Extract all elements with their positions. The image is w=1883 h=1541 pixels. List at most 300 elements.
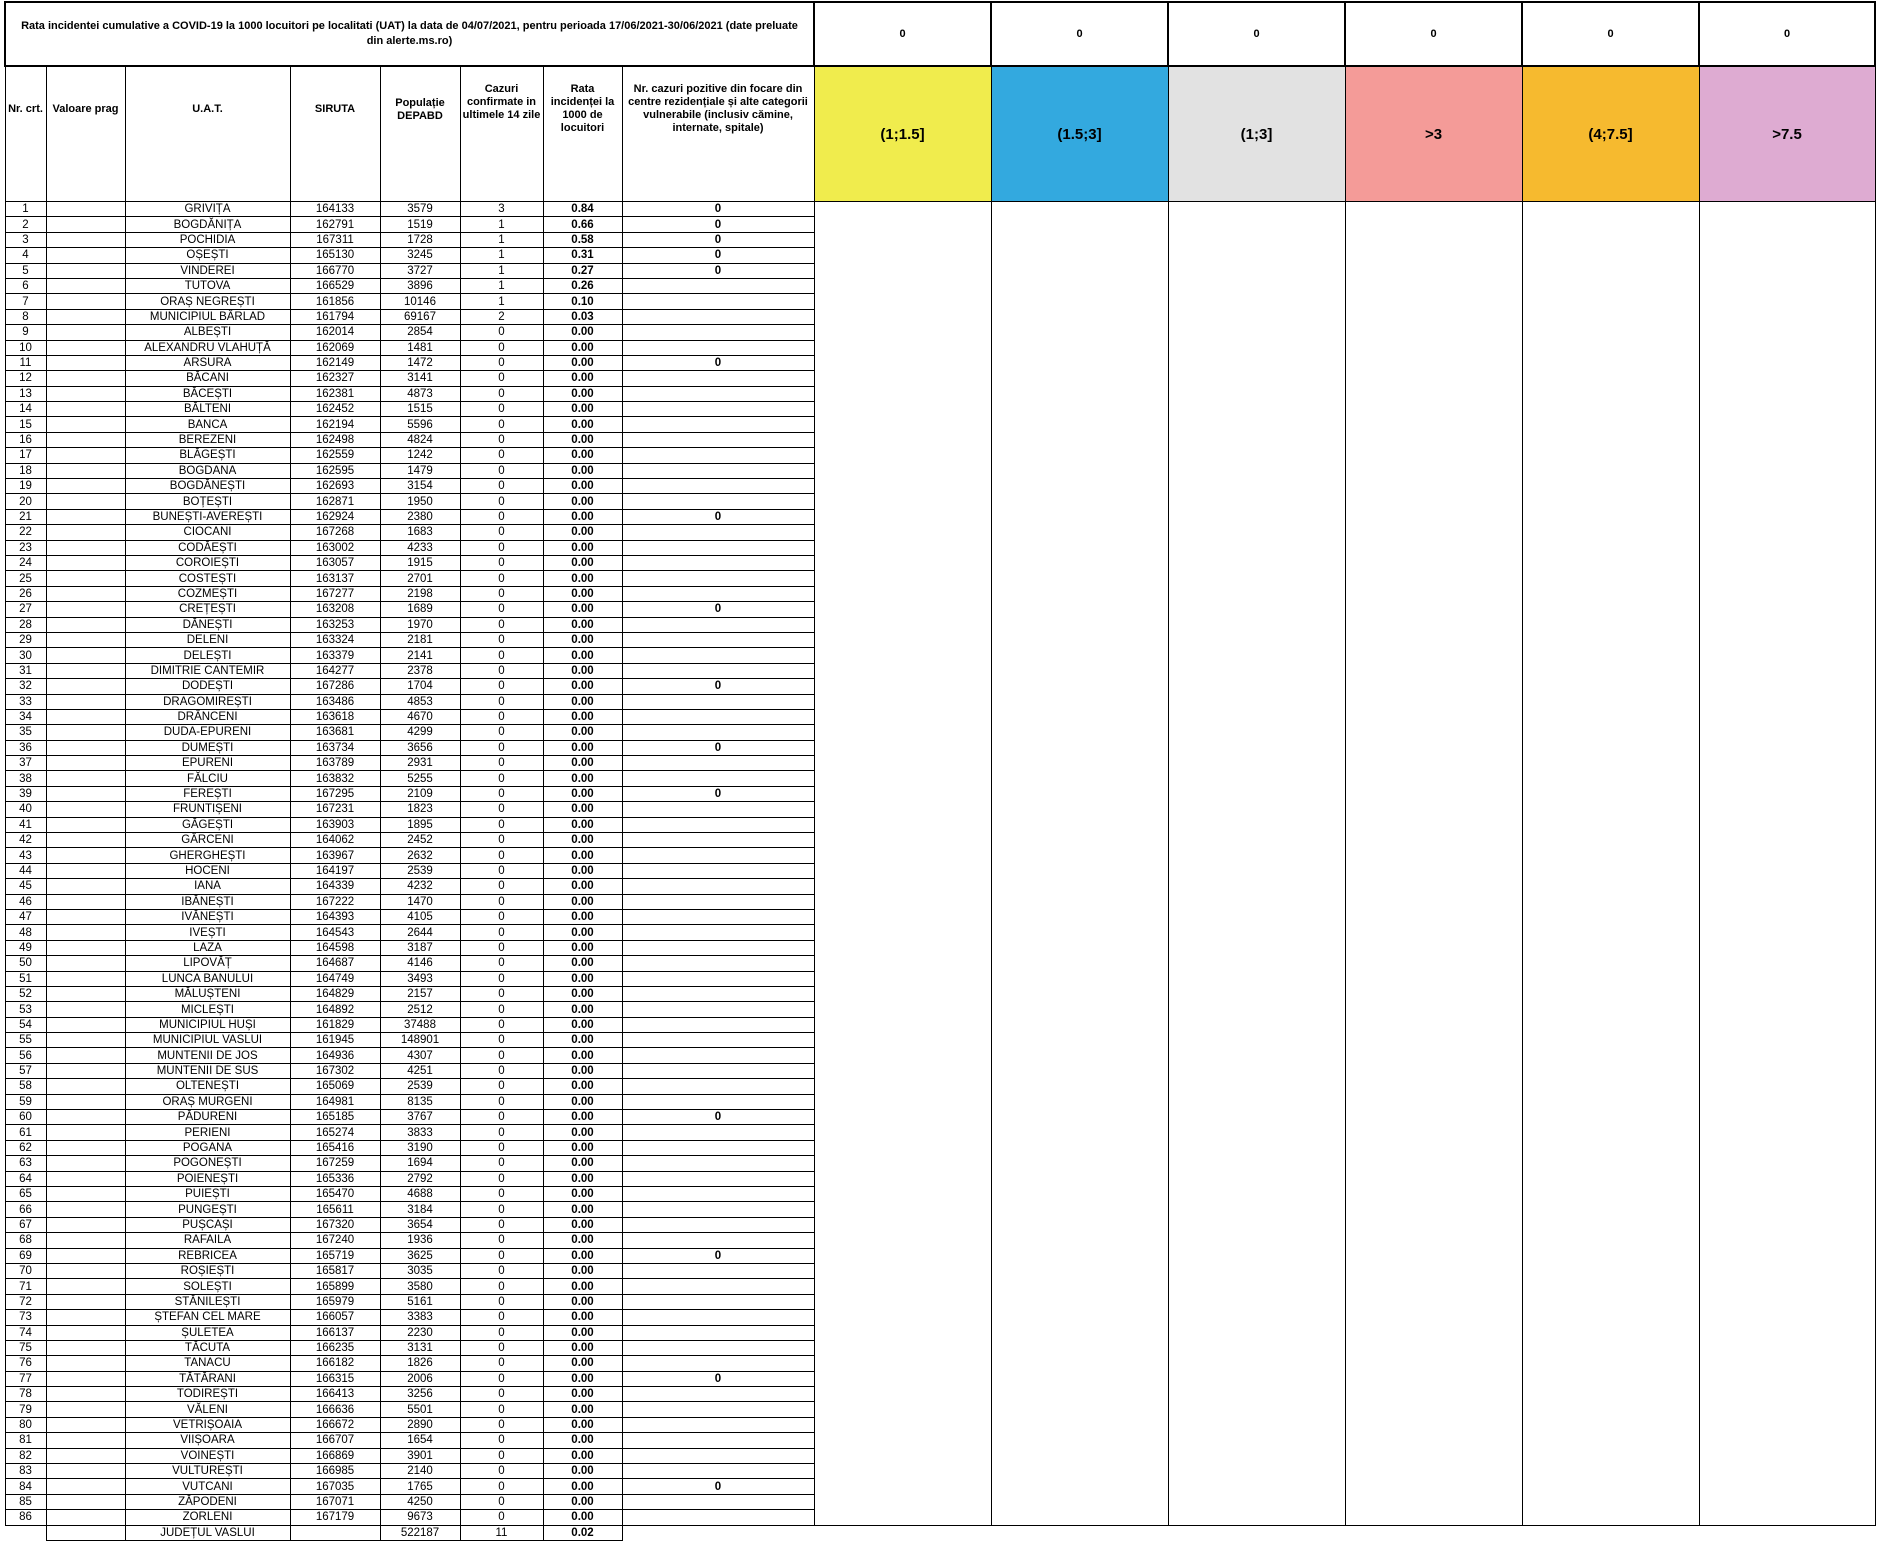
- siruta-code: 164133: [290, 202, 380, 217]
- population-value: 4824: [380, 432, 460, 447]
- legend-count: 0: [1168, 2, 1345, 66]
- row-number: 65: [5, 1187, 46, 1202]
- threshold-cell: [46, 1171, 125, 1186]
- outbreak-cases: [622, 925, 814, 940]
- uat-name: PUȘCAȘI: [125, 1217, 290, 1232]
- incidence-rate: 0.00: [543, 863, 622, 878]
- outbreak-cases: 0: [622, 786, 814, 801]
- threshold-cell: [46, 1125, 125, 1140]
- cases-value: 0: [460, 1217, 543, 1232]
- incidence-rate: 0.00: [543, 894, 622, 909]
- population-value: 4307: [380, 1048, 460, 1063]
- row-number: 76: [5, 1356, 46, 1371]
- outbreak-cases: [622, 940, 814, 955]
- threshold-cell: [46, 709, 125, 724]
- uat-name: CODĂEȘTI: [125, 540, 290, 555]
- cases-value: 0: [460, 1233, 543, 1248]
- siruta-code: 162069: [290, 340, 380, 355]
- row-number: 45: [5, 879, 46, 894]
- siruta-code: 165274: [290, 1125, 380, 1140]
- row-number: 22: [5, 525, 46, 540]
- cases-value: 0: [460, 956, 543, 971]
- outbreak-cases: [622, 1063, 814, 1078]
- cases-value: 0: [460, 1063, 543, 1078]
- population-value: 3493: [380, 971, 460, 986]
- population-value: 2198: [380, 586, 460, 601]
- siruta-code: 161856: [290, 294, 380, 309]
- uat-name: BLĂGEȘTI: [125, 448, 290, 463]
- row-number: 51: [5, 971, 46, 986]
- population-value: 3901: [380, 1448, 460, 1463]
- row-number: 4: [5, 248, 46, 263]
- row-number: 44: [5, 863, 46, 878]
- incidence-rate: 0.00: [543, 1094, 622, 1109]
- siruta-code: 167179: [290, 1510, 380, 1525]
- total-row: [5, 1525, 1875, 1540]
- population-value: 1970: [380, 617, 460, 632]
- population-value: 1728: [380, 232, 460, 247]
- incidence-spreadsheet: [4, 1, 1876, 1541]
- cases-value: 0: [460, 1079, 543, 1094]
- siruta-code: 166529: [290, 278, 380, 293]
- siruta-code: 167311: [290, 232, 380, 247]
- siruta-code: 166315: [290, 1371, 380, 1386]
- row-number: 68: [5, 1233, 46, 1248]
- cases-value: 0: [460, 1310, 543, 1325]
- uat-name: VĂLENI: [125, 1402, 290, 1417]
- outbreak-cases: [622, 1387, 814, 1402]
- row-number: 25: [5, 571, 46, 586]
- incidence-rate: 0.00: [543, 1171, 622, 1186]
- siruta-code: 164892: [290, 1002, 380, 1017]
- outbreak-cases: [622, 663, 814, 678]
- population-value: 2006: [380, 1371, 460, 1386]
- siruta-code: 163379: [290, 648, 380, 663]
- column-header-siruta: SIRUTA: [290, 66, 380, 202]
- siruta-code: 167302: [290, 1063, 380, 1078]
- population-value: 4299: [380, 725, 460, 740]
- population-value: 1242: [380, 448, 460, 463]
- cases-value: 0: [460, 509, 543, 524]
- outbreak-cases: [622, 648, 814, 663]
- outbreak-cases: [622, 448, 814, 463]
- cases-value: 0: [460, 448, 543, 463]
- uat-name: COZMEȘTI: [125, 586, 290, 601]
- siruta-code: 165979: [290, 1294, 380, 1309]
- siruta-code: 162924: [290, 509, 380, 524]
- outbreak-cases: [622, 1202, 814, 1217]
- uat-name: BOGDĂNEȘTI: [125, 479, 290, 494]
- outbreak-cases: 0: [622, 1110, 814, 1125]
- siruta-code: 163208: [290, 602, 380, 617]
- population-value: 3833: [380, 1125, 460, 1140]
- outbreak-cases: [622, 802, 814, 817]
- population-value: 2890: [380, 1417, 460, 1432]
- outbreak-cases: [622, 1310, 814, 1325]
- row-number: 2: [5, 217, 46, 232]
- cases-value: 0: [460, 1279, 543, 1294]
- incidence-rate: 0.00: [543, 1340, 622, 1355]
- row-number: 3: [5, 232, 46, 247]
- outbreak-cases: [622, 1263, 814, 1278]
- cases-value: 0: [460, 1371, 543, 1386]
- outbreak-cases: [622, 1048, 814, 1063]
- column-header-focare: Nr. cazuri pozitive din focare din centre rezidențiale și alte categorii vulnerabile (inclusiv cămine, internate, spitale): [622, 66, 814, 202]
- population-value: 2539: [380, 863, 460, 878]
- row-number: 28: [5, 617, 46, 632]
- row-number: 6: [5, 278, 46, 293]
- legend-cell: (4;7.5]: [1522, 66, 1699, 202]
- siruta-code: 167259: [290, 1156, 380, 1171]
- cases-value: 0: [460, 1356, 543, 1371]
- total-incidence-rate: 0.02: [543, 1525, 622, 1540]
- incidence-rate: 0.00: [543, 1140, 622, 1155]
- incidence-rate: 0.00: [543, 355, 622, 370]
- incidence-rate: 0.66: [543, 217, 622, 232]
- uat-name: VOINEȘTI: [125, 1448, 290, 1463]
- uat-name: ARSURA: [125, 355, 290, 370]
- population-value: 9673: [380, 1510, 460, 1525]
- outbreak-cases: [622, 1233, 814, 1248]
- uat-name: BUNEȘTI-AVEREȘTI: [125, 509, 290, 524]
- row-number: 79: [5, 1402, 46, 1417]
- uat-name: MUNTENII DE SUS: [125, 1063, 290, 1078]
- uat-name: POGONEȘTI: [125, 1156, 290, 1171]
- incidence-rate: 0.00: [543, 1402, 622, 1417]
- incidence-rate: 0.00: [543, 340, 622, 355]
- population-value: 4250: [380, 1494, 460, 1509]
- population-value: 2157: [380, 986, 460, 1001]
- cases-value: 0: [460, 909, 543, 924]
- row-number: 47: [5, 909, 46, 924]
- column-header-populatie: Populație DEPABD: [380, 66, 460, 202]
- row-number: 33: [5, 694, 46, 709]
- uat-name: CREȚEȘTI: [125, 602, 290, 617]
- outbreak-cases: [622, 463, 814, 478]
- incidence-rate: 0.00: [543, 1433, 622, 1448]
- row-number: 27: [5, 602, 46, 617]
- row-number: 58: [5, 1079, 46, 1094]
- cases-value: 1: [460, 278, 543, 293]
- population-value: 2539: [380, 1079, 460, 1094]
- row-number: 73: [5, 1310, 46, 1325]
- legend-empty-column: [814, 202, 991, 1526]
- population-value: 148901: [380, 1033, 460, 1048]
- outbreak-cases: [622, 1079, 814, 1094]
- cases-value: 0: [460, 740, 543, 755]
- uat-name: BOGDĂNIȚA: [125, 217, 290, 232]
- row-number: 1: [5, 202, 46, 217]
- row-number: 72: [5, 1294, 46, 1309]
- siruta-code: 164749: [290, 971, 380, 986]
- incidence-rate: 0.00: [543, 509, 622, 524]
- outbreak-cases: [622, 1356, 814, 1371]
- incidence-rate: 0.00: [543, 648, 622, 663]
- column-header-prag: Valoare prag: [46, 66, 125, 202]
- uat-name: GÂRCENI: [125, 833, 290, 848]
- row-number: 19: [5, 479, 46, 494]
- uat-name: TĂCUTA: [125, 1340, 290, 1355]
- uat-name: DELENI: [125, 632, 290, 647]
- threshold-cell: [46, 925, 125, 940]
- outbreak-cases: [622, 709, 814, 724]
- cases-value: 1: [460, 232, 543, 247]
- outbreak-cases: [622, 986, 814, 1001]
- uat-name: MĂLUȘTENI: [125, 986, 290, 1001]
- threshold-cell: [46, 202, 125, 217]
- outbreak-cases: 0: [622, 602, 814, 617]
- outbreak-cases: [622, 309, 814, 324]
- population-value: 3190: [380, 1140, 460, 1155]
- uat-name: ZĂPODENI: [125, 1494, 290, 1509]
- threshold-cell: [46, 1140, 125, 1155]
- threshold-cell: [46, 802, 125, 817]
- incidence-rate: 0.00: [543, 448, 622, 463]
- population-value: 3656: [380, 740, 460, 755]
- cases-value: 0: [460, 479, 543, 494]
- outbreak-cases: [622, 1187, 814, 1202]
- threshold-cell: [46, 309, 125, 324]
- siruta-code: 166770: [290, 263, 380, 278]
- legend-count: 0: [814, 2, 991, 66]
- uat-name: POIENEȘTI: [125, 1171, 290, 1186]
- uat-name: MUNICIPIUL BÂRLAD: [125, 309, 290, 324]
- cases-value: 0: [460, 402, 543, 417]
- threshold-cell: [46, 1340, 125, 1355]
- population-value: 2181: [380, 632, 460, 647]
- incidence-rate: 0.00: [543, 325, 622, 340]
- population-value: 2701: [380, 571, 460, 586]
- population-value: 1950: [380, 494, 460, 509]
- legend-cell: (1;1.5]: [814, 66, 991, 202]
- uat-name: MUNICIPIUL VASLUI: [125, 1033, 290, 1048]
- cases-value: 0: [460, 555, 543, 570]
- total-spacer: [5, 1525, 46, 1540]
- threshold-cell: [46, 1033, 125, 1048]
- threshold-cell: [46, 894, 125, 909]
- threshold-cell: [46, 771, 125, 786]
- cases-value: 0: [460, 802, 543, 817]
- threshold-cell: [46, 863, 125, 878]
- column-header-cazuri: Cazuri confirmate in ultimele 14 zile: [460, 66, 543, 202]
- cases-value: 0: [460, 679, 543, 694]
- outbreak-cases: [622, 1325, 814, 1340]
- incidence-rate: 0.00: [543, 909, 622, 924]
- threshold-cell: [46, 371, 125, 386]
- row-number: 63: [5, 1156, 46, 1171]
- threshold-cell: [46, 1433, 125, 1448]
- incidence-rate: 0.00: [543, 663, 622, 678]
- cases-value: 0: [460, 1510, 543, 1525]
- cases-value: 0: [460, 1094, 543, 1109]
- siruta-code: 165817: [290, 1263, 380, 1278]
- uat-name: PUIEȘTI: [125, 1187, 290, 1202]
- incidence-rate: 0.00: [543, 617, 622, 632]
- cases-value: 0: [460, 525, 543, 540]
- outbreak-cases: [622, 1417, 814, 1432]
- outbreak-cases: [622, 294, 814, 309]
- cases-value: 0: [460, 1202, 543, 1217]
- population-value: 4873: [380, 386, 460, 401]
- incidence-rate: 0.00: [543, 740, 622, 755]
- legend-count: 0: [1699, 2, 1875, 66]
- cases-value: 0: [460, 709, 543, 724]
- threshold-cell: [46, 217, 125, 232]
- outbreak-cases: 0: [622, 1479, 814, 1494]
- row-number: 38: [5, 771, 46, 786]
- cases-value: 1: [460, 263, 543, 278]
- incidence-rate: 0.00: [543, 879, 622, 894]
- threshold-cell: [46, 756, 125, 771]
- siruta-code: 165130: [290, 248, 380, 263]
- threshold-cell: [46, 1387, 125, 1402]
- incidence-rate: 0.00: [543, 725, 622, 740]
- uat-name: ALBEȘTI: [125, 325, 290, 340]
- incidence-rate: 0.00: [543, 1048, 622, 1063]
- population-value: 1704: [380, 679, 460, 694]
- outbreak-cases: 0: [622, 263, 814, 278]
- outbreak-cases: [622, 1033, 814, 1048]
- cases-value: 0: [460, 540, 543, 555]
- threshold-cell: [46, 232, 125, 247]
- siruta-code: 167295: [290, 786, 380, 801]
- incidence-rate: 0.00: [543, 956, 622, 971]
- cases-value: 0: [460, 1263, 543, 1278]
- row-number: 15: [5, 417, 46, 432]
- incidence-rate: 0.00: [543, 940, 622, 955]
- threshold-cell: [46, 848, 125, 863]
- uat-name: DRÂNCENI: [125, 709, 290, 724]
- outbreak-cases: [622, 1017, 814, 1032]
- uat-name: MICLEȘTI: [125, 1002, 290, 1017]
- incidence-rate: 0.00: [543, 479, 622, 494]
- threshold-cell: [46, 602, 125, 617]
- uat-name: ALEXANDRU VLAHUȚĂ: [125, 340, 290, 355]
- row-number: 12: [5, 371, 46, 386]
- incidence-rate: 0.00: [543, 1063, 622, 1078]
- siruta-code: 162149: [290, 355, 380, 370]
- siruta-code: 165416: [290, 1140, 380, 1155]
- population-value: 5596: [380, 417, 460, 432]
- incidence-rate: 0.03: [543, 309, 622, 324]
- legend-empty-column: [1699, 202, 1875, 1526]
- population-value: 3154: [380, 479, 460, 494]
- cases-value: 0: [460, 1017, 543, 1032]
- row-number: 11: [5, 355, 46, 370]
- row-number: 20: [5, 494, 46, 509]
- incidence-table: [4, 1, 1876, 1541]
- uat-name: DĂNEȘTI: [125, 617, 290, 632]
- outbreak-cases: [622, 894, 814, 909]
- cases-value: 0: [460, 602, 543, 617]
- outbreak-cases: [622, 340, 814, 355]
- siruta-code: 164277: [290, 663, 380, 678]
- cases-value: 0: [460, 386, 543, 401]
- row-number: 49: [5, 940, 46, 955]
- threshold-cell: [46, 509, 125, 524]
- siruta-code: 163618: [290, 709, 380, 724]
- population-value: 2380: [380, 509, 460, 524]
- threshold-cell: [46, 833, 125, 848]
- siruta-code: 163137: [290, 571, 380, 586]
- uat-name: ȘULETEA: [125, 1325, 290, 1340]
- cases-value: 1: [460, 294, 543, 309]
- uat-name: BANCA: [125, 417, 290, 432]
- outbreak-cases: [622, 402, 814, 417]
- cases-value: 0: [460, 894, 543, 909]
- threshold-cell: [46, 1187, 125, 1202]
- population-value: 1472: [380, 355, 460, 370]
- incidence-rate: 0.00: [543, 1263, 622, 1278]
- cases-value: 0: [460, 1340, 543, 1355]
- population-value: 4146: [380, 956, 460, 971]
- siruta-code: 165336: [290, 1171, 380, 1186]
- incidence-rate: 0.84: [543, 202, 622, 217]
- uat-name: BOGDANA: [125, 463, 290, 478]
- outbreak-cases: [622, 555, 814, 570]
- row-number: 56: [5, 1048, 46, 1063]
- outbreak-cases: [622, 971, 814, 986]
- population-value: 8135: [380, 1094, 460, 1109]
- uat-name: OLTENEȘTI: [125, 1079, 290, 1094]
- outbreak-cases: [622, 1094, 814, 1109]
- row-number: 55: [5, 1033, 46, 1048]
- outbreak-cases: 0: [622, 509, 814, 524]
- row-number: 67: [5, 1217, 46, 1232]
- outbreak-cases: 0: [622, 217, 814, 232]
- incidence-rate: 0.00: [543, 756, 622, 771]
- outbreak-cases: 0: [622, 1248, 814, 1263]
- cases-value: 0: [460, 1417, 543, 1432]
- row-number: 41: [5, 817, 46, 832]
- siruta-code: 161829: [290, 1017, 380, 1032]
- outbreak-cases: 0: [622, 202, 814, 217]
- legend-empty-column: [1345, 202, 1522, 1526]
- cases-value: 0: [460, 325, 543, 340]
- siruta-code: 167320: [290, 1217, 380, 1232]
- row-number: 83: [5, 1464, 46, 1479]
- cases-value: 0: [460, 1110, 543, 1125]
- incidence-rate: 0.00: [543, 417, 622, 432]
- incidence-rate: 0.00: [543, 1494, 622, 1509]
- row-number: 81: [5, 1433, 46, 1448]
- incidence-rate: 0.00: [543, 1294, 622, 1309]
- population-value: 2378: [380, 663, 460, 678]
- threshold-cell: [46, 663, 125, 678]
- population-value: 3579: [380, 202, 460, 217]
- row-number: 66: [5, 1202, 46, 1217]
- incidence-rate: 0.00: [543, 1002, 622, 1017]
- cases-value: 0: [460, 1294, 543, 1309]
- threshold-cell: [46, 1479, 125, 1494]
- outbreak-cases: [622, 617, 814, 632]
- threshold-cell: [46, 1017, 125, 1032]
- cases-value: 0: [460, 756, 543, 771]
- threshold-cell: [46, 971, 125, 986]
- incidence-rate: 0.00: [543, 925, 622, 940]
- row-number: 52: [5, 986, 46, 1001]
- population-value: 3256: [380, 1387, 460, 1402]
- population-value: 2931: [380, 756, 460, 771]
- siruta-code: 166235: [290, 1340, 380, 1355]
- legend-cell: >7.5: [1699, 66, 1875, 202]
- incidence-rate: 0.00: [543, 1356, 622, 1371]
- siruta-code: 166636: [290, 1402, 380, 1417]
- population-value: 2109: [380, 786, 460, 801]
- threshold-cell: [46, 1156, 125, 1171]
- population-value: 5161: [380, 1294, 460, 1309]
- legend-empty-column: [1522, 202, 1699, 1526]
